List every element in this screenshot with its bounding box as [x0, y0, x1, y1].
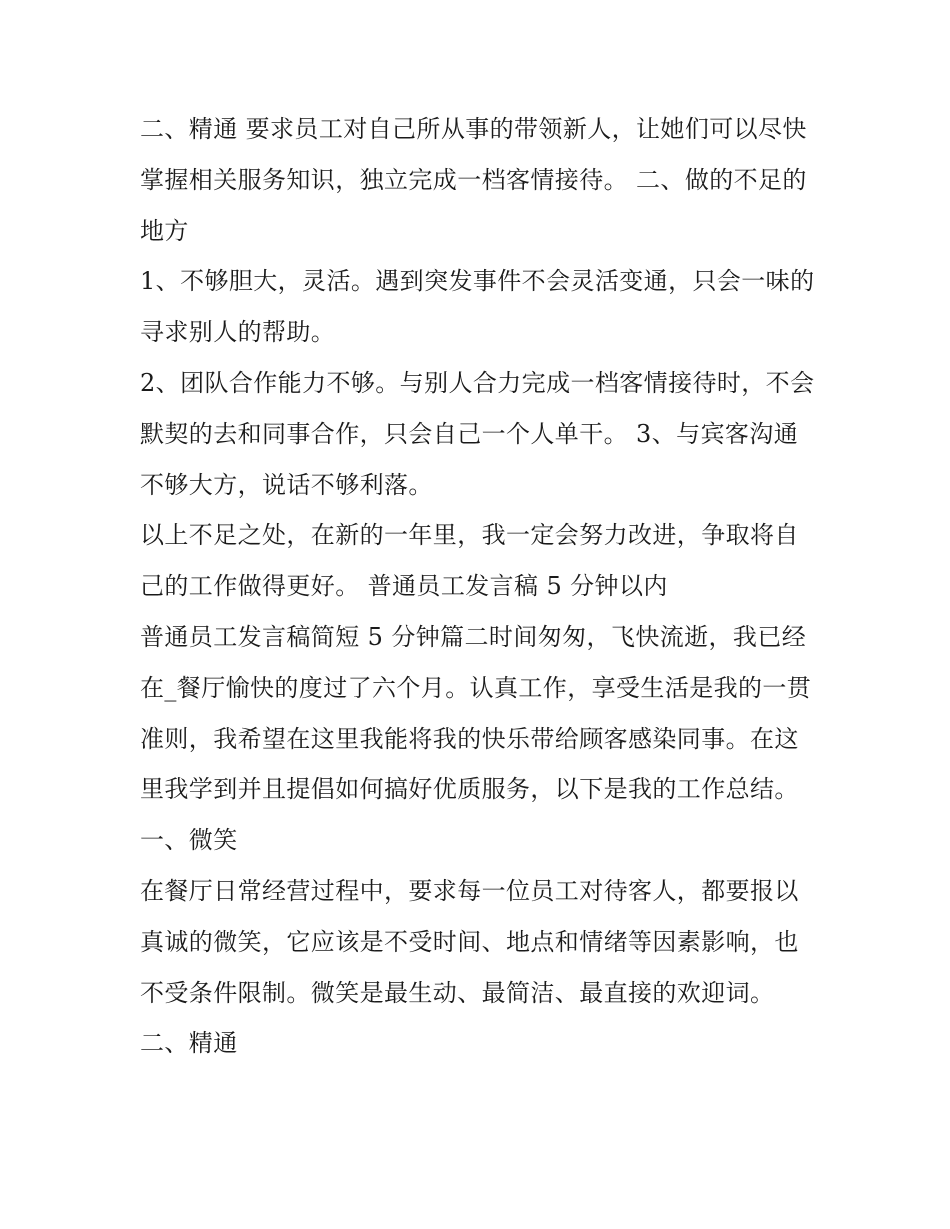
- document-body: [140, 104, 820, 1069]
- section-heading: 一、微笑: [140, 826, 238, 855]
- paragraph: 以上不足之处，在新的一年里，我一定会努力改进，争取将自己的工作做得更好。 普通员工发言稿 5 分钟以内: [140, 521, 799, 601]
- paragraph: 在餐厅日常经营过程中，要求每一位员工对待客人，都要报以真诚的微笑，它应该是不受时间、地点和情绪等因素影响，也不受条件限制。微笑是最生动、最简洁、最直接的欢迎词。: [140, 876, 799, 1007]
- paragraph: 2、团队合作能力不够。与别人合力完成一档客情接待时，不会默契的去和同事合作，只会自己一个人单干。 3、与宾客沟通不够大方，说话不够利落。: [140, 368, 815, 499]
- paragraph: 普通员工发言稿简短 5 分钟篇二时间匆匆，飞快流逝，我已经在_餐厅愉快的度过了六个月。认真工作，享受生活是我的一贯准则，我希望在这里我能将我的快乐带给顾客感染同事。在这里我学到并且提倡如何搞好优质服务，以下是我的工作总结。: [140, 622, 812, 804]
- paragraph: 二、精通 要求员工对自己所从事的带领新人，让她们可以尽快掌握相关服务知识，独立完成一档客情接待。 二、做的不足的地方: [140, 115, 807, 245]
- section-heading: 二、精通: [140, 1029, 238, 1058]
- paragraph: 1、不够胆大，灵活。遇到突发事件不会灵活变通，只会一味的寻求别人的帮助。: [140, 267, 815, 347]
